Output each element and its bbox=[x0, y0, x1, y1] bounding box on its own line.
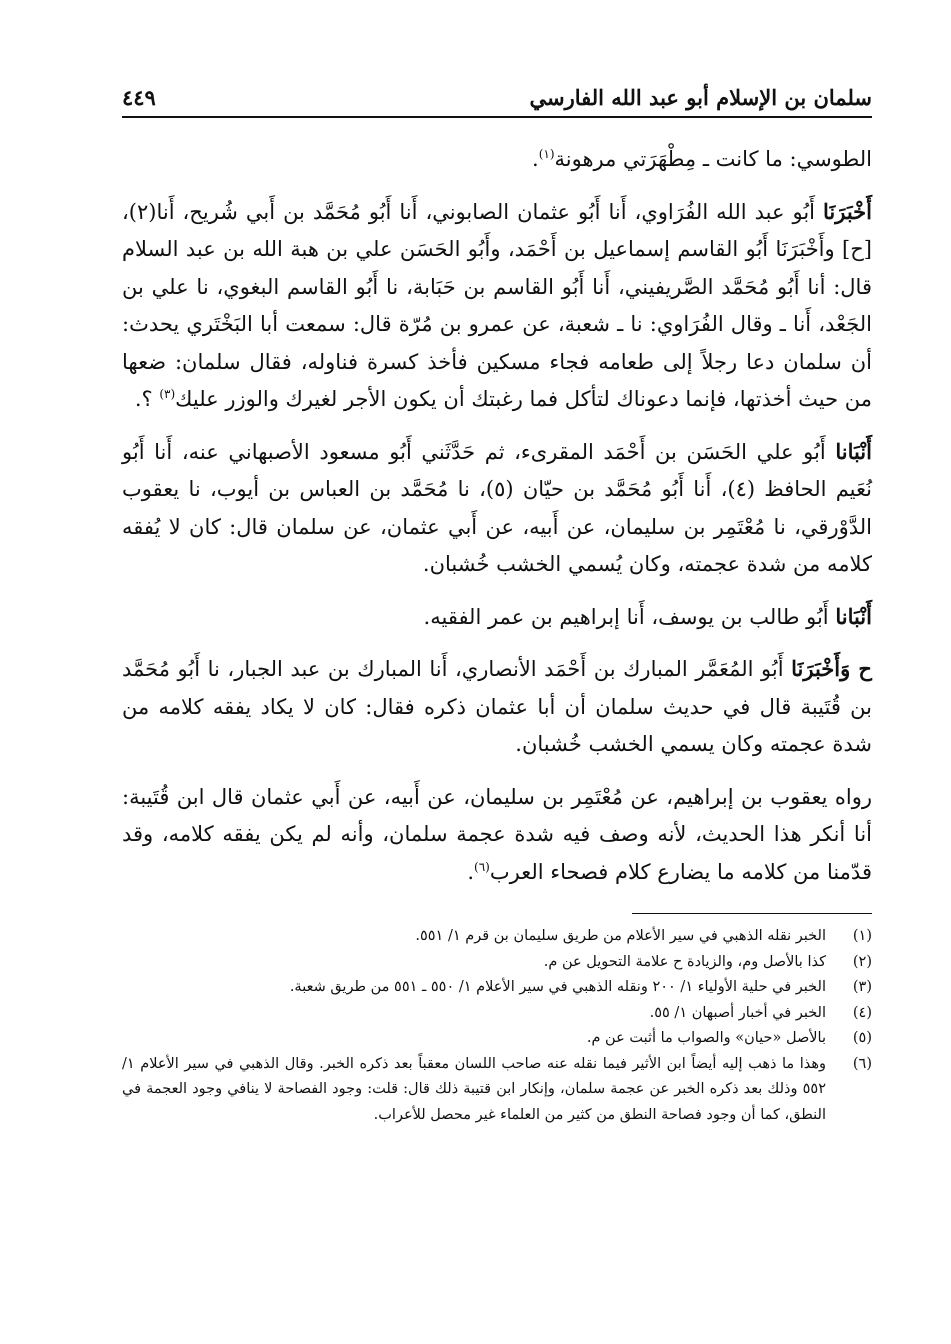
document-page bbox=[122, 70, 872, 1128]
footnote-divider bbox=[632, 913, 872, 914]
footnote-5 bbox=[122, 1026, 872, 1052]
footnote-4 bbox=[122, 1001, 872, 1027]
page-number: ٤٤٩ bbox=[122, 85, 156, 110]
paragraph-tail: . bbox=[532, 147, 539, 171]
paragraph-lead: ح وَأَخْبَرَنَا bbox=[791, 656, 872, 681]
footnote-number: (٣) bbox=[852, 979, 872, 995]
paragraph-tail: . bbox=[423, 604, 431, 629]
footnote-marker: (٣) bbox=[159, 387, 176, 401]
paragraph-text: أَبُو عبد الله الفُرَاوي، أَنا أَبُو عثمان الصابوني، أَنا أَبُو مُحَمَّد بن أَبي شُريح، أَنا(٢)، [ح] وأَخْبَرَنَا أَبُو القاسم إسماعيل بن أَحْمَد، وأَبُو الحَسَن علي بن هبة الله بن عبد السلام قال: أنا أَبُو مُحَمَّد الصَّريفيني، أَنا أَبُو القاسم بن حَبَابة، نا أَبُو القاسم البغوي، نا علي بن الجَعْد، أَنا ـ وقال الفُرَاوي: نا ـ شعبة، عن عمرو بن مُرّة قال: سمعت أبا البَخْتَري يحدث: أن سلمان دعا رجلاً إلى طعامه فجاء مسكين فأخذ كسرة فناوله، فقال سلمان: ضعها من حيث أخذتها، فإنما دعوناك لتأكل فما رغبتك أن يكون الأجر لغيرك والوزر عليك bbox=[122, 199, 872, 411]
paragraph-6 bbox=[122, 778, 872, 892]
paragraph-2 bbox=[122, 193, 872, 419]
footnote-text: كذا بالأصل وم، والزيادة ح علامة التحويل عن م. bbox=[543, 953, 826, 970]
footnote-number: (٥) bbox=[852, 1030, 872, 1046]
paragraph-tail: . bbox=[515, 732, 522, 756]
paragraph-lead: أَنْبَانا bbox=[835, 438, 872, 464]
paragraph-text: رواه يعقوب بن إبراهيم، عن مُعْتَمِر بن سليمان، عن أَبيه، عن أَبي عثمان قال ابن قُتَيبة: أنا أنكر هذا الحديث، لأنه وصف فيه شدة عجمة سلمان، وأنه لم يكن يفقه كلامه، وقد قدّمنا من كلامه ما يضارع كلام فصحاء العرب bbox=[122, 784, 872, 884]
paragraph-tail: . bbox=[467, 859, 475, 884]
paragraph-text: أَبُو المُعَمَّر المبارك بن أَحْمَد الأنصاري، أَنا المبارك بن عبد الجبار، نا أَبُو مُحَمَّد بن قُتَيبة قال في حديث سلمان أن أبا عثمان ذكره فقال: كان لا يكاد يفقه كلامه من شدة عجمته وكان يسمي الخشب خُشبان bbox=[122, 657, 872, 756]
footnote-marker: (٦) bbox=[474, 859, 490, 874]
footnote-text: الخبر في حلية الأولياء ١/ ٢٠٠ ونقله الذهبي في سير الأعلام ١/ ٥٥٠ ـ ٥٥١ من طريق شعبة. bbox=[289, 979, 826, 995]
footnote-marker: (١) bbox=[538, 147, 555, 161]
paragraph-5 bbox=[122, 650, 872, 764]
footnotes bbox=[122, 924, 872, 1128]
footnote-text: الخبر في أخبار أصبهان ١/ ٥٥. bbox=[649, 1004, 826, 1021]
footnote-number: (٢) bbox=[852, 953, 872, 970]
footnote-text: الخبر نقله الذهبي في سير الأعلام من طريق سليمان بن قرم ١/ ٥٥١. bbox=[415, 928, 826, 944]
footnote-text: وهذا ما ذهب إليه أيضاً ابن الأثير فيما نقله عنه صاحب اللسان معقباً بعد ذكره الخبر. وقال الذهبي في سير الأعلام ١/ ٥٥٢ وذلك بعد ذكره الخبر عن عجمة سلمان، وإنكار ابن قتيبة ذلك قال: قلت: وجود الفصاحة لا ينافي وجود العجمة في النطق، كما أن وجود فصاحة النطق من كثير من العلماء غير محصل للأعراب. bbox=[122, 1055, 826, 1123]
paragraph-text: أَبُو علي الحَسَن بن أَحْمَد المقرىء، ثم حَدَّثَني أَبُو مسعود الأصبهاني عنه، أَنا أَبُو نُعَيم الحافظ (٤)، أَنا أَبُو مُحَمَّد بن حيّان (٥)، نا مُحَمَّد بن العباس بن أيوب، نا يعقوب الدَّوْرقي، نا مُعْتَمِر بن سليمان، عن أَبيه، عن أَبي عثمان، عن سلمان قال: كان لا يُفقه كلامه من شدة عجمته، وكان يُسمي الخشب خُشبان bbox=[122, 439, 872, 576]
page-header bbox=[122, 70, 872, 118]
paragraph-text: أَبُو طالب بن يوسف، أَنا إبراهيم بن عمر الفقيه bbox=[430, 604, 836, 629]
paragraph-lead: أَنْبَانا bbox=[835, 603, 872, 629]
paragraph-text: الطوسي: ما كانت ـ مِطْهَرَتي مرهونة bbox=[554, 147, 872, 171]
paragraph-tail: ؟. bbox=[134, 387, 160, 411]
footnote-number: (١) bbox=[852, 928, 872, 944]
paragraph-3 bbox=[122, 433, 872, 584]
footnote-text: بالأصل «حيان» والصواب ما أثبت عن م. bbox=[586, 1030, 826, 1046]
footnote-3 bbox=[122, 975, 872, 1001]
paragraph-tail: . bbox=[422, 552, 430, 576]
main-text bbox=[122, 140, 872, 891]
footnote-6 bbox=[122, 1052, 872, 1129]
footnote-1 bbox=[122, 924, 872, 950]
footnote-number: (٤) bbox=[852, 1004, 872, 1021]
paragraph-1 bbox=[122, 140, 872, 179]
paragraph-4 bbox=[122, 598, 872, 637]
header-title: سلمان بن الإسلام أبو عبد الله الفارسي bbox=[529, 85, 872, 110]
paragraph-lead: أَخْبَرَنَا bbox=[823, 198, 872, 224]
footnote-number: (٦) bbox=[852, 1055, 872, 1072]
footnote-2 bbox=[122, 950, 872, 976]
